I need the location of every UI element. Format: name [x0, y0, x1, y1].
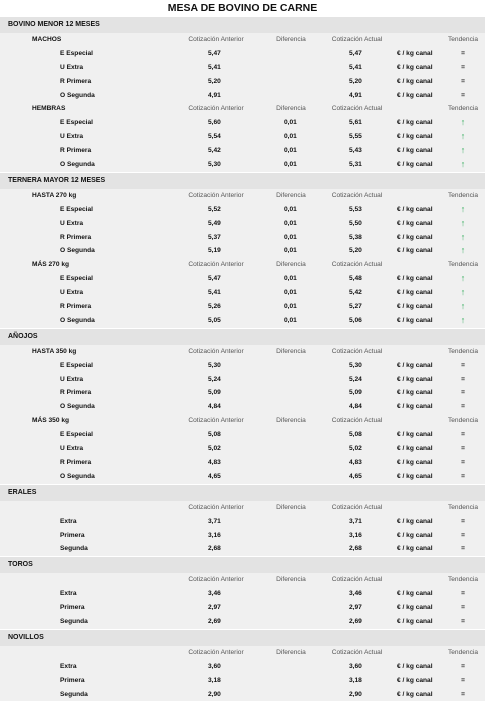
section-header: NOVILLOS	[0, 629, 485, 646]
table-row	[0, 300, 485, 314]
trend-equal: =	[461, 590, 465, 598]
unit-label: € / kg canal	[397, 119, 433, 127]
table-row	[0, 660, 485, 674]
group-label: MÁS 350 kg	[32, 417, 70, 425]
grade-label: R Primera	[60, 303, 92, 311]
current-price: 4,65	[349, 472, 362, 480]
table-row	[0, 203, 485, 217]
arrow-up-icon: ↑	[460, 273, 466, 284]
column-header-row	[0, 646, 485, 660]
previous-price: 2,97	[208, 604, 221, 612]
table-row	[0, 286, 485, 300]
table-row	[0, 529, 485, 543]
col-header-difference: Diferencia	[276, 191, 306, 199]
col-header-trend: Tendencia	[447, 576, 479, 584]
unit-label: € / kg canal	[397, 403, 433, 411]
arrow-up-icon: ↑	[460, 203, 466, 214]
table-row	[0, 130, 485, 144]
current-price: 5,08	[349, 431, 362, 439]
previous-price: 2,68	[208, 545, 221, 553]
grade-label: E Especial	[60, 361, 93, 369]
grade-label: R Primera	[60, 458, 92, 466]
unit-label: € / kg canal	[397, 63, 433, 71]
unit-label: € / kg canal	[397, 590, 433, 598]
table-row	[0, 116, 485, 130]
col-header-previous: Cotización Anterior	[188, 648, 244, 656]
column-header-row	[0, 414, 485, 428]
col-header-previous: Cotización Anterior	[188, 105, 244, 113]
table-row	[0, 542, 485, 556]
grade-label: U Extra	[60, 63, 84, 71]
unit-label: € / kg canal	[397, 161, 433, 169]
trend-equal: =	[461, 472, 465, 480]
grade-label: E Especial	[60, 431, 93, 439]
table-row	[0, 144, 485, 158]
unit-label: € / kg canal	[397, 205, 433, 213]
table-row	[0, 456, 485, 470]
difference-value: 0,01	[284, 316, 297, 324]
trend-equal: =	[461, 458, 465, 466]
current-price: 2,69	[349, 617, 362, 625]
unit-label: € / kg canal	[397, 545, 433, 553]
difference-value: 0,01	[284, 303, 297, 311]
unit-label: € / kg canal	[397, 91, 433, 99]
unit-label: € / kg canal	[397, 147, 433, 155]
grade-label: R Primera	[60, 147, 92, 155]
previous-price: 5,19	[208, 247, 221, 255]
unit-label: € / kg canal	[397, 233, 433, 241]
grade-label: E Especial	[60, 275, 93, 283]
arrow-up-icon: ↑	[460, 217, 466, 228]
arrow-up-icon: ↑	[460, 301, 466, 312]
arrow-up-icon: ↑	[460, 314, 466, 325]
table-row	[0, 601, 485, 615]
previous-price: 5,49	[208, 219, 221, 227]
arrow-up-icon: ↑	[460, 131, 466, 142]
grade-label: U Extra	[60, 133, 84, 141]
current-price: 3,71	[349, 517, 362, 525]
table-row	[0, 217, 485, 231]
arrow-up-icon: ↑	[460, 245, 466, 256]
grade-label: E Especial	[60, 119, 93, 127]
trend-equal: =	[461, 389, 465, 397]
col-header-difference: Diferencia	[276, 261, 306, 269]
col-header-previous: Cotización Anterior	[188, 347, 244, 355]
arrow-up-icon: ↑	[460, 287, 466, 298]
unit-label: € / kg canal	[397, 690, 433, 698]
previous-price: 4,65	[208, 472, 221, 480]
arrow-up-icon: ↑	[460, 145, 466, 156]
difference-value: 0,01	[284, 161, 297, 169]
table-row	[0, 674, 485, 688]
trend-equal: =	[461, 531, 465, 539]
previous-price: 2,69	[208, 617, 221, 625]
unit-label: € / kg canal	[397, 303, 433, 311]
table-row	[0, 428, 485, 442]
difference-value: 0,01	[284, 147, 297, 155]
trend-equal: =	[461, 63, 465, 71]
current-price: 5,47	[349, 49, 362, 57]
group-label: HASTA 270 kg	[32, 191, 77, 199]
difference-value: 0,01	[284, 247, 297, 255]
current-price: 5,55	[349, 133, 362, 141]
col-header-difference: Diferencia	[276, 576, 306, 584]
current-price: 5,20	[349, 247, 362, 255]
col-header-current: Cotización Actual	[331, 105, 383, 113]
grade-label: E Especial	[60, 49, 93, 57]
col-header-trend: Tendencia	[447, 503, 479, 511]
trend-equal: =	[461, 49, 465, 57]
col-header-current: Cotización Actual	[331, 261, 383, 269]
sections-container	[0, 16, 485, 701]
trend-equal: =	[461, 517, 465, 525]
unit-label: € / kg canal	[397, 531, 433, 539]
grade-label: Segunda	[60, 617, 88, 625]
unit-label: € / kg canal	[397, 375, 433, 383]
grade-label: Segunda	[60, 545, 88, 553]
arrow-up-icon: ↑	[460, 117, 466, 128]
unit-label: € / kg canal	[397, 219, 433, 227]
difference-value: 0,01	[284, 289, 297, 297]
difference-value: 0,01	[284, 219, 297, 227]
col-header-previous: Cotización Anterior	[188, 576, 244, 584]
column-header-row	[0, 102, 485, 116]
current-price: 4,91	[349, 91, 362, 99]
current-price: 5,41	[349, 63, 362, 71]
previous-price: 4,91	[208, 91, 221, 99]
current-price: 5,38	[349, 233, 362, 241]
col-header-previous: Cotización Anterior	[188, 417, 244, 425]
previous-price: 5,30	[208, 361, 221, 369]
col-header-previous: Cotización Anterior	[188, 503, 244, 511]
section-header: ERALES	[0, 484, 485, 501]
trend-equal: =	[461, 91, 465, 99]
table-row	[0, 158, 485, 172]
section-header: TOROS	[0, 556, 485, 573]
section-header: AÑOJOS	[0, 328, 485, 345]
unit-label: € / kg canal	[397, 617, 433, 625]
unit-label: € / kg canal	[397, 604, 433, 612]
grade-label: U Extra	[60, 445, 84, 453]
unit-label: € / kg canal	[397, 361, 433, 369]
difference-value: 0,01	[284, 275, 297, 283]
col-header-difference: Diferencia	[276, 648, 306, 656]
trend-equal: =	[461, 690, 465, 698]
trend-equal: =	[461, 403, 465, 411]
trend-equal: =	[461, 617, 465, 625]
col-header-current: Cotización Actual	[331, 191, 383, 199]
unit-label: € / kg canal	[397, 275, 433, 283]
current-price: 5,53	[349, 205, 362, 213]
grade-label: R Primera	[60, 77, 92, 85]
group-label: MÁS 270 kg	[32, 261, 70, 269]
current-price: 5,06	[349, 316, 362, 324]
grade-label: U Extra	[60, 289, 84, 297]
trend-equal: =	[461, 662, 465, 670]
grade-label: O Segunda	[60, 472, 95, 480]
column-header-row	[0, 189, 485, 203]
grade-label: Primera	[60, 604, 85, 612]
unit-label: € / kg canal	[397, 49, 433, 57]
table-row	[0, 61, 485, 75]
trend-equal: =	[461, 604, 465, 612]
table-row	[0, 89, 485, 103]
current-price: 3,60	[349, 662, 362, 670]
table-row	[0, 515, 485, 529]
previous-price: 5,52	[208, 205, 221, 213]
group-label: HASTA 350 kg	[32, 347, 77, 355]
current-price: 5,24	[349, 375, 362, 383]
col-header-current: Cotización Actual	[331, 576, 383, 584]
previous-price: 3,18	[208, 676, 221, 684]
table-row	[0, 442, 485, 456]
previous-price: 3,46	[208, 590, 221, 598]
trend-equal: =	[461, 676, 465, 684]
previous-price: 5,41	[208, 63, 221, 71]
grade-label: O Segunda	[60, 403, 95, 411]
trend-equal: =	[461, 77, 465, 85]
table-row	[0, 373, 485, 387]
current-price: 5,50	[349, 219, 362, 227]
previous-price: 5,54	[208, 133, 221, 141]
grade-label: R Primera	[60, 233, 92, 241]
table-row	[0, 386, 485, 400]
grade-label: O Segunda	[60, 247, 95, 255]
column-header-row	[0, 501, 485, 515]
previous-price: 5,47	[208, 49, 221, 57]
previous-price: 2,90	[208, 690, 221, 698]
trend-equal: =	[461, 361, 465, 369]
grade-label: Segunda	[60, 690, 88, 698]
table-row	[0, 400, 485, 414]
unit-label: € / kg canal	[397, 316, 433, 324]
table-row	[0, 314, 485, 328]
table-row	[0, 244, 485, 258]
previous-price: 3,60	[208, 662, 221, 670]
grade-label: Extra	[60, 590, 77, 598]
previous-price: 5,42	[208, 147, 221, 155]
arrow-up-icon: ↑	[460, 159, 466, 170]
previous-price: 5,30	[208, 161, 221, 169]
grade-label: O Segunda	[60, 91, 95, 99]
col-header-trend: Tendencia	[447, 417, 479, 425]
col-header-trend: Tendencia	[447, 191, 479, 199]
table-row	[0, 470, 485, 484]
unit-label: € / kg canal	[397, 431, 433, 439]
current-price: 5,61	[349, 119, 362, 127]
previous-price: 5,20	[208, 77, 221, 85]
group-label: HEMBRAS	[32, 105, 66, 113]
trend-equal: =	[461, 445, 465, 453]
grade-label: Extra	[60, 517, 77, 525]
current-price: 5,48	[349, 275, 362, 283]
current-price: 5,30	[349, 361, 362, 369]
previous-price: 3,71	[208, 517, 221, 525]
col-header-previous: Cotización Anterior	[188, 36, 244, 43]
table-row	[0, 47, 485, 61]
unit-label: € / kg canal	[397, 247, 433, 255]
previous-price: 5,08	[208, 431, 221, 439]
difference-value: 0,01	[284, 233, 297, 241]
current-price: 5,27	[349, 303, 362, 311]
column-header-row	[0, 573, 485, 587]
grade-label: U Extra	[60, 375, 84, 383]
current-price: 3,46	[349, 590, 362, 598]
previous-price: 5,05	[208, 316, 221, 324]
table-row	[0, 688, 485, 701]
col-header-current: Cotización Actual	[331, 347, 383, 355]
table-row	[0, 615, 485, 629]
col-header-trend: Tendencia	[447, 648, 479, 656]
unit-label: € / kg canal	[397, 458, 433, 466]
trend-equal: =	[461, 431, 465, 439]
arrow-up-icon: ↑	[460, 231, 466, 242]
previous-price: 4,84	[208, 403, 221, 411]
grade-label: Primera	[60, 676, 85, 684]
table-row	[0, 231, 485, 245]
previous-price: 5,41	[208, 289, 221, 297]
previous-price: 5,47	[208, 275, 221, 283]
section-header: TERNERA MAYOR 12 MESES	[0, 172, 485, 189]
col-header-difference: Diferencia	[276, 503, 306, 511]
current-price: 2,90	[349, 690, 362, 698]
col-header-trend: Tendencia	[447, 261, 479, 269]
unit-label: € / kg canal	[397, 289, 433, 297]
previous-price: 3,16	[208, 531, 221, 539]
unit-label: € / kg canal	[397, 517, 433, 525]
col-header-previous: Cotización Anterior	[188, 191, 244, 199]
unit-label: € / kg canal	[397, 472, 433, 480]
grade-label: R Primera	[60, 389, 92, 397]
column-header-row	[0, 33, 485, 47]
col-header-previous: Cotización Anterior	[188, 261, 244, 269]
table-row	[0, 75, 485, 89]
previous-price: 5,02	[208, 445, 221, 453]
col-header-difference: Diferencia	[276, 347, 306, 355]
current-price: 3,16	[349, 531, 362, 539]
col-header-trend: Tendencia	[447, 105, 479, 113]
current-price: 2,68	[349, 545, 362, 553]
grade-label: O Segunda	[60, 161, 95, 169]
current-price: 4,83	[349, 458, 362, 466]
unit-label: € / kg canal	[397, 662, 433, 670]
trend-equal: =	[461, 375, 465, 383]
unit-label: € / kg canal	[397, 676, 433, 684]
grade-label: Primera	[60, 531, 85, 539]
current-price: 5,42	[349, 289, 362, 297]
col-header-difference: Diferencia	[276, 417, 306, 425]
unit-label: € / kg canal	[397, 133, 433, 141]
col-header-trend: Tendencia	[447, 36, 479, 43]
column-header-row	[0, 258, 485, 272]
page-title: MESA DE BOVINO DE CARNE	[0, 0, 485, 16]
current-price: 4,84	[349, 403, 362, 411]
difference-value: 0,01	[284, 119, 297, 127]
previous-price: 5,24	[208, 375, 221, 383]
difference-value: 0,01	[284, 133, 297, 141]
previous-price: 5,26	[208, 303, 221, 311]
previous-price: 5,09	[208, 389, 221, 397]
current-price: 2,97	[349, 604, 362, 612]
group-label: MACHOS	[32, 36, 62, 43]
col-header-difference: Diferencia	[276, 36, 306, 43]
unit-label: € / kg canal	[397, 445, 433, 453]
grade-label: Extra	[60, 662, 77, 670]
col-header-difference: Diferencia	[276, 105, 306, 113]
col-header-current: Cotización Actual	[331, 503, 383, 511]
grade-label: E Especial	[60, 205, 93, 213]
unit-label: € / kg canal	[397, 389, 433, 397]
current-price: 5,02	[349, 445, 362, 453]
col-header-current: Cotización Actual	[331, 36, 383, 43]
unit-label: € / kg canal	[397, 77, 433, 85]
difference-value: 0,01	[284, 205, 297, 213]
previous-price: 4,83	[208, 458, 221, 466]
current-price: 3,18	[349, 676, 362, 684]
grade-label: O Segunda	[60, 316, 95, 324]
current-price: 5,09	[349, 389, 362, 397]
column-header-row	[0, 345, 485, 359]
current-price: 5,31	[349, 161, 362, 169]
grade-label: U Extra	[60, 219, 84, 227]
col-header-trend: Tendencia	[447, 347, 479, 355]
col-header-current: Cotización Actual	[331, 417, 383, 425]
previous-price: 5,60	[208, 119, 221, 127]
previous-price: 5,37	[208, 233, 221, 241]
col-header-current: Cotización Actual	[331, 648, 383, 656]
table-row	[0, 359, 485, 373]
trend-equal: =	[461, 545, 465, 553]
table-row	[0, 272, 485, 286]
table-row	[0, 587, 485, 601]
current-price: 5,20	[349, 77, 362, 85]
current-price: 5,43	[349, 147, 362, 155]
section-header: BOVINO MENOR 12 MESES	[0, 16, 485, 33]
